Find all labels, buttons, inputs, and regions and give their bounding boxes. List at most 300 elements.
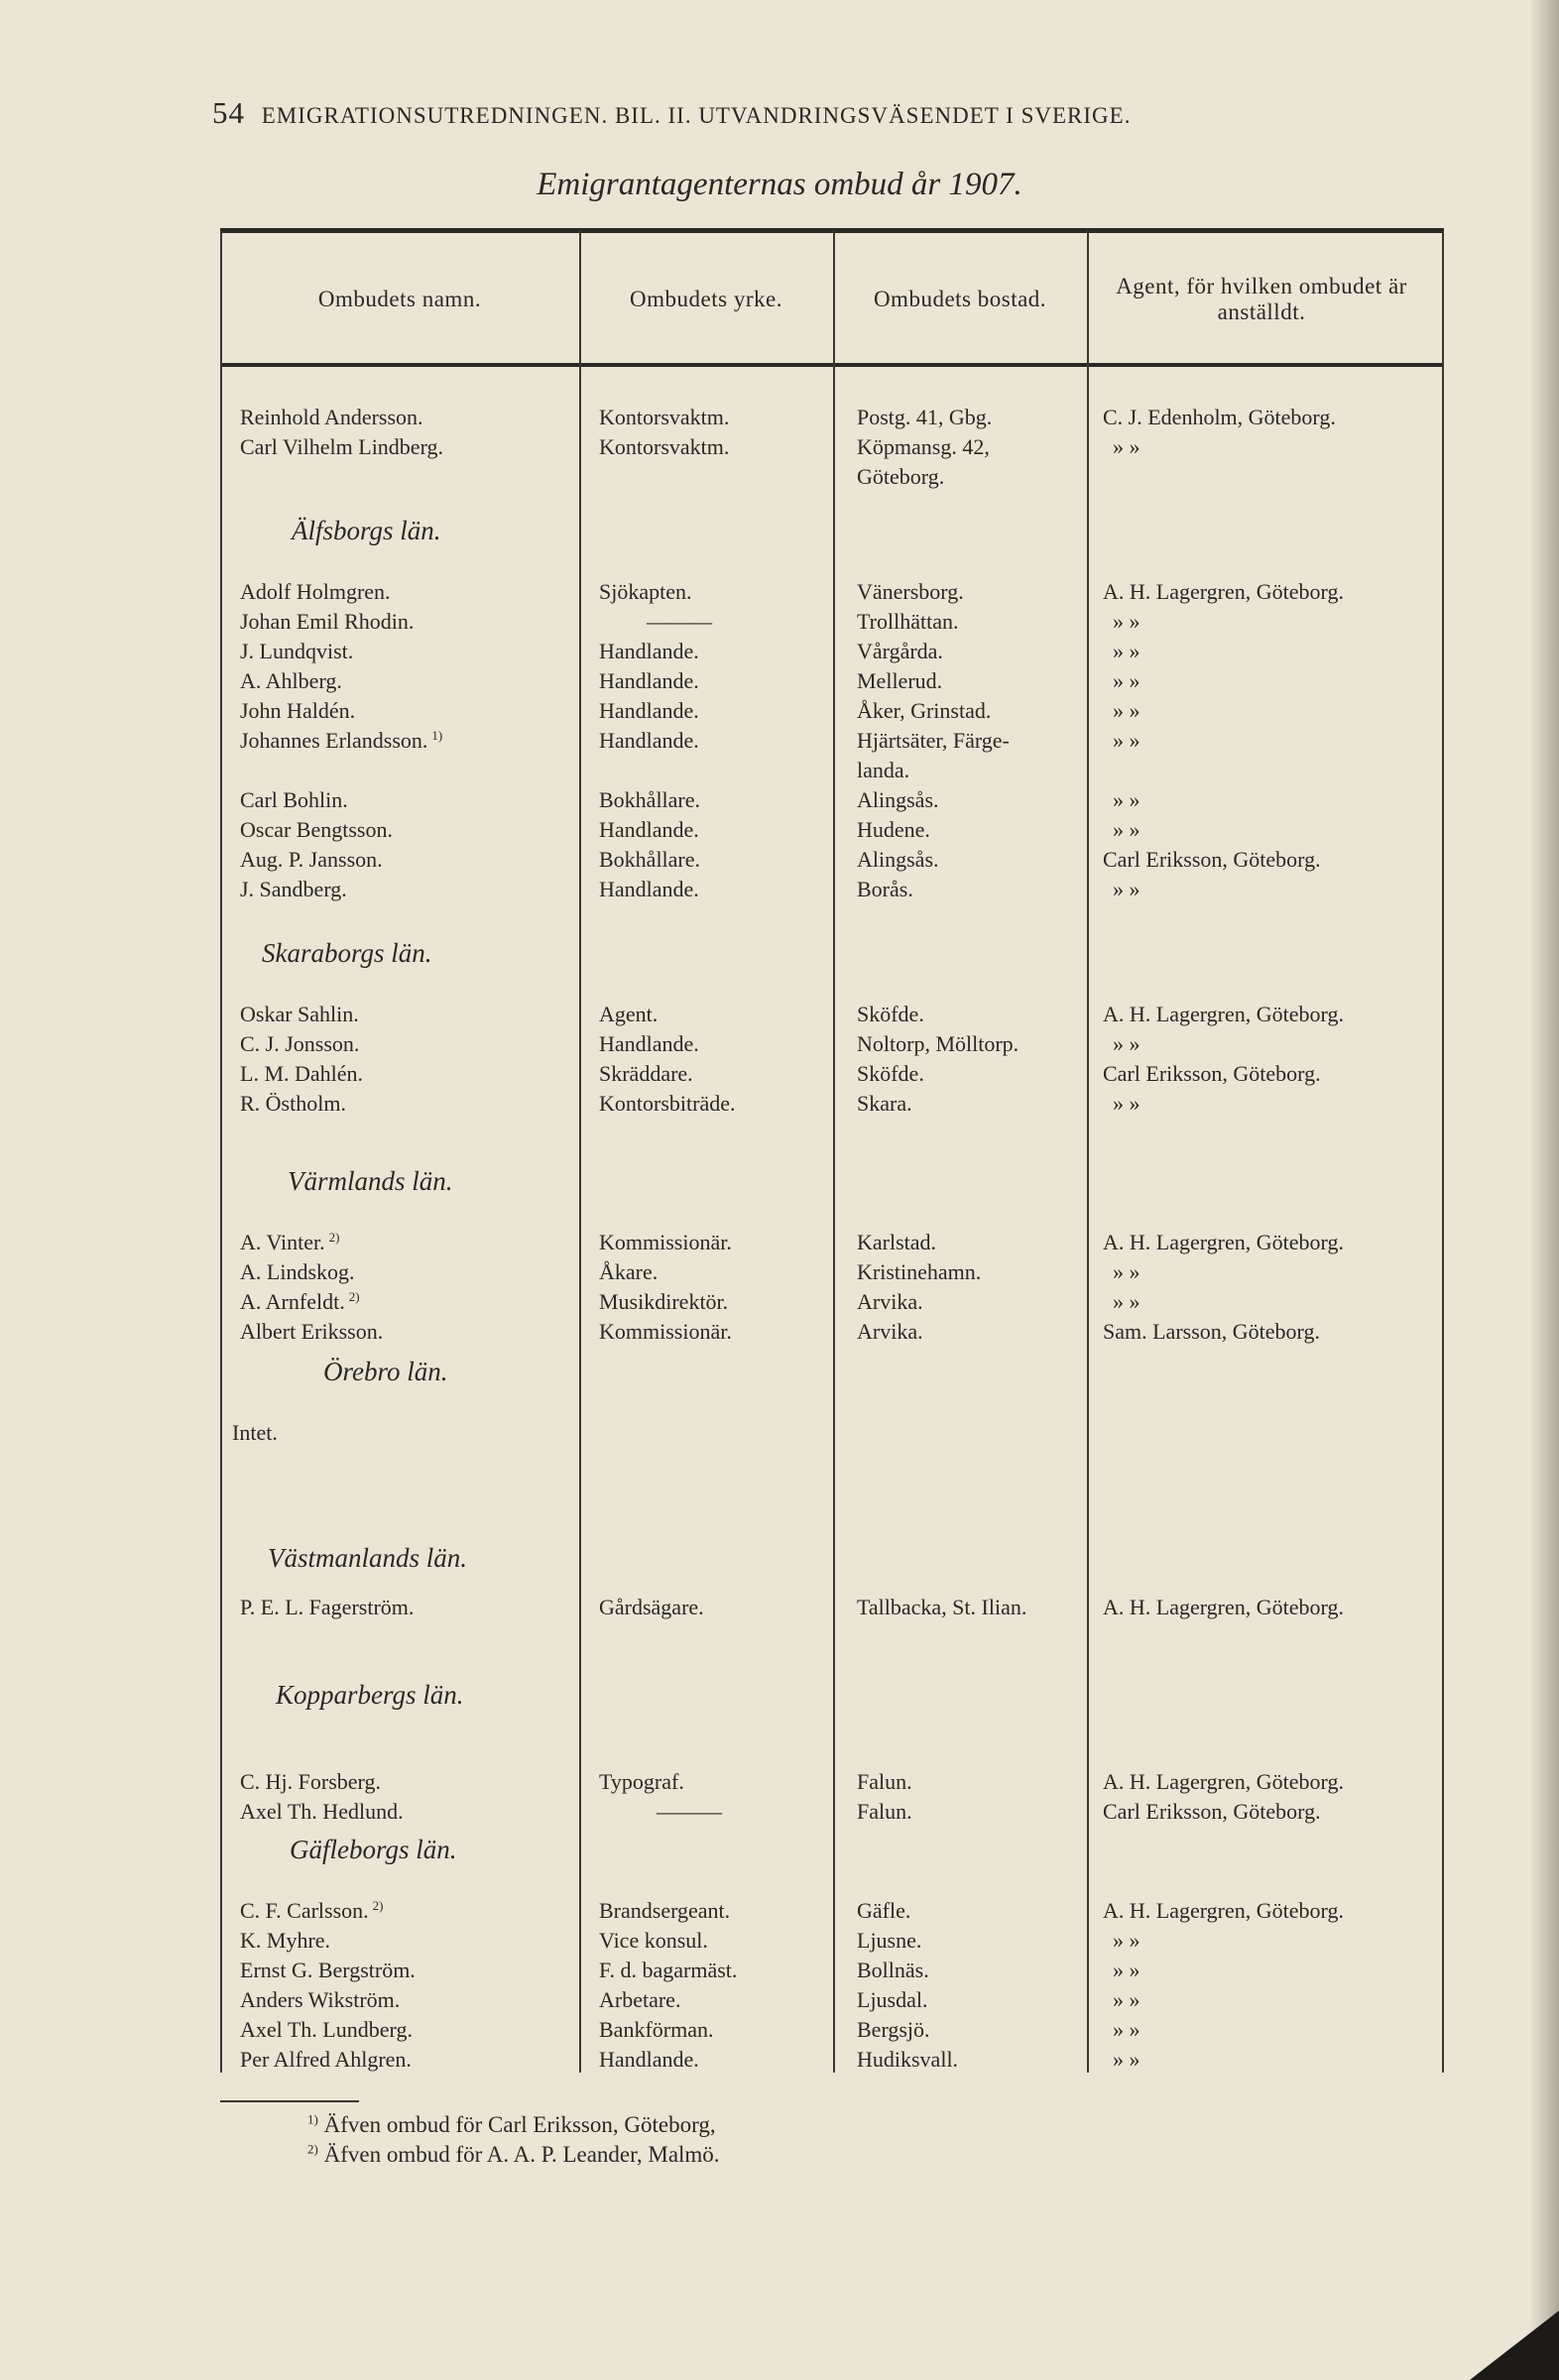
cell-name: [240, 1317, 383, 1347]
cell-agent-text: A. H. Lagergren, Göteborg.: [1103, 1002, 1344, 1026]
cell-name-text: Anders Wikström.: [240, 1987, 401, 2012]
cell-occupation: [599, 2045, 699, 2075]
cell-residence: [857, 1317, 923, 1347]
cell-occupation-text: Sjökapten.: [599, 579, 692, 604]
cell-agent: [1113, 815, 1410, 845]
cell-agent-text: Carl Eriksson, Göteborg.: [1103, 1061, 1321, 1086]
section-heading: Kopparbergs län.: [276, 1680, 464, 1710]
cell-name: [240, 403, 423, 432]
table-row: [220, 1059, 1444, 1089]
cell-residence-text: Gäfle.: [857, 1898, 911, 1923]
cell-residence: [857, 875, 913, 904]
cell-occupation: [599, 1089, 735, 1119]
cell-name: [240, 666, 342, 696]
table-row: [220, 845, 1444, 875]
cell-agent: [1113, 607, 1410, 637]
table-row: [220, 637, 1444, 666]
table-row: [220, 1956, 1444, 1985]
footnote-ref: 1): [431, 727, 443, 743]
table-row: [220, 1418, 1444, 1448]
cell-residence: [857, 1228, 936, 1257]
cell-occupation-text: Bankförman.: [599, 2017, 714, 2042]
cell-residence-text: Bergsjö.: [857, 2017, 930, 2042]
cell-residence: [857, 815, 930, 845]
table-row: [220, 403, 1444, 432]
cell-occupation: [599, 1985, 680, 2015]
cell-agent-text: » »: [1113, 1091, 1140, 1116]
footnote-ref: 2): [372, 1897, 384, 1913]
cell-name-text: Intet.: [232, 1420, 278, 1445]
cell-residence-text: Hjärtsäter, Färge-: [857, 728, 1010, 753]
footnote-ref: 2): [348, 1288, 360, 1304]
cell-residence: [857, 577, 964, 607]
cell-name: [240, 1059, 363, 1089]
table-row: [220, 1896, 1444, 1926]
table-row: [220, 2045, 1444, 2075]
cell-agent: [1103, 1896, 1344, 1926]
cell-residence: [857, 1985, 928, 2015]
running-head: [212, 95, 1442, 131]
cell-occupation: [599, 815, 699, 845]
cell-name-text: C. Hj. Forsberg.: [240, 1769, 381, 1794]
cell-occupation-text: Handlande.: [599, 639, 699, 663]
cell-name-text: Oscar Bengtsson.: [240, 817, 393, 842]
cell-name: [240, 1767, 381, 1797]
cell-occupation-text: ———: [657, 1799, 722, 1824]
cell-occupation: [599, 1029, 699, 1059]
cell-occupation-text: Skräddare.: [599, 1061, 693, 1086]
cell-agent: [1113, 1956, 1410, 1985]
cell-residence: [857, 1059, 924, 1089]
footnote-text: Äfven ombud för A. A. P. Leander, Malmö.: [323, 2142, 720, 2167]
cell-residence: [857, 462, 944, 492]
cell-residence-text: Sköfde.: [857, 1061, 924, 1086]
page-title: Emigrantagenternas ombud år 1907.: [537, 167, 1022, 202]
cell-name-text: Johan Emil Rhodin.: [240, 609, 415, 634]
table-row: [220, 1089, 1444, 1119]
table-row: [220, 1257, 1444, 1287]
cell-occupation: [599, 1257, 658, 1287]
cell-residence: [857, 1797, 912, 1827]
cell-residence: [857, 756, 909, 785]
footnote-mark: 1): [307, 2111, 318, 2127]
cell-occupation: [599, 696, 699, 726]
footnote-text: Äfven ombud för Carl Eriksson, Göteborg,: [323, 2112, 716, 2137]
cell-occupation: [599, 1317, 732, 1347]
cell-occupation: [599, 1956, 737, 1985]
cell-residence: [857, 696, 991, 726]
footnote-mark: 2): [307, 2141, 318, 2157]
cell-agent-text: » »: [1113, 1289, 1140, 1314]
cell-residence: [857, 1956, 929, 1985]
footnote: [307, 2142, 720, 2168]
cell-residence-text: Tallbacka, St. Ilian.: [857, 1595, 1027, 1619]
cell-agent: [1103, 577, 1344, 607]
cell-occupation-text: Brandsergeant.: [599, 1898, 731, 1923]
cell-occupation: [599, 432, 729, 462]
table-header-rule: [220, 363, 1444, 367]
table-row: [220, 1767, 1444, 1797]
cell-name: [240, 577, 391, 607]
cell-residence: [857, 2045, 958, 2075]
cell-occupation: [599, 577, 692, 607]
section-heading: Västmanlands län.: [268, 1543, 468, 1573]
cell-agent: [1113, 666, 1410, 696]
cell-residence: [857, 1926, 921, 1956]
cell-name-text: R. Östholm.: [240, 1091, 346, 1116]
cell-residence: [857, 1257, 981, 1287]
cell-occupation-text: Arbetare.: [599, 1987, 681, 2012]
cell-agent-text: » »: [1113, 1958, 1140, 1982]
cell-name-text: Carl Bohlin.: [240, 787, 348, 812]
cell-occupation-text: Musikdirektör.: [599, 1289, 729, 1314]
table-row: [220, 1000, 1444, 1029]
cell-residence-text: Bollnäs.: [857, 1958, 929, 1982]
agents-table: [220, 228, 1444, 2073]
cell-name: [240, 1593, 414, 1622]
header-residence: Ombudets bostad.: [873, 286, 1047, 311]
table-row: [220, 1797, 1444, 1827]
cell-agent-text: A. H. Lagergren, Göteborg.: [1103, 1898, 1344, 1923]
cell-residence-text: Postg. 41, Gbg.: [857, 405, 993, 429]
cell-occupation: [599, 1059, 693, 1089]
cell-name: [240, 1257, 355, 1287]
cell-name: [240, 1000, 359, 1029]
cell-agent: [1113, 1257, 1410, 1287]
cell-name-text: A. Arnfeldt.: [240, 1289, 345, 1314]
cell-name-text: Axel Th. Lundberg.: [240, 2017, 413, 2042]
cell-name-text: Johannes Erlandsson.: [240, 728, 428, 753]
cell-residence: [857, 1896, 910, 1926]
table-row: [220, 1287, 1444, 1317]
cell-residence-text: Arvika.: [857, 1289, 923, 1314]
cell-name: [240, 1029, 359, 1059]
cell-name-text: Adolf Holmgren.: [240, 579, 391, 604]
cell-agent-text: » »: [1113, 2047, 1140, 2072]
cell-agent: [1113, 1985, 1410, 2015]
cell-agent-text: » »: [1113, 1259, 1140, 1284]
cell-agent: [1113, 2015, 1410, 2045]
cell-occupation-text: Kontorsvaktm.: [599, 405, 730, 429]
footnote-rule: [220, 2100, 359, 2102]
page-edge-shadow: [1529, 0, 1559, 2380]
cell-occupation: [599, 637, 699, 666]
cell-occupation-text: Agent.: [599, 1002, 659, 1026]
cell-name: [240, 432, 443, 462]
cell-agent: [1113, 726, 1410, 756]
footnote-ref: 2): [328, 1229, 340, 1245]
cell-residence: [857, 637, 943, 666]
page-number: 54: [212, 95, 245, 130]
table-row: [220, 1317, 1444, 1347]
cell-residence: [857, 2015, 930, 2045]
cell-occupation-text: Kontorsbiträde.: [599, 1091, 736, 1116]
cell-agent-text: C. J. Edenholm, Göteborg.: [1103, 405, 1336, 429]
cell-residence-text: Köpmansg. 42,: [857, 434, 990, 459]
section-heading: Skaraborgs län.: [262, 938, 432, 968]
cell-residence-text: Ljusne.: [857, 1928, 922, 1953]
cell-residence: [857, 1287, 923, 1317]
cell-name: [240, 637, 353, 666]
table-row: [220, 2015, 1444, 2045]
cell-residence: [857, 785, 939, 815]
cell-residence: [857, 726, 1010, 756]
cell-name: [232, 1418, 278, 1448]
cell-residence: [857, 1029, 1019, 1059]
cell-name-text: Ernst G. Bergström.: [240, 1958, 416, 1982]
cell-occupation-text: Handlande.: [599, 728, 699, 753]
page-corner-shadow: [1470, 2311, 1559, 2380]
cell-agent-text: » »: [1113, 668, 1140, 693]
cell-residence: [857, 845, 939, 875]
section-heading: Älfsborgs län.: [292, 516, 441, 545]
cell-residence-text: Sköfde.: [857, 1002, 924, 1026]
cell-occupation: [599, 845, 700, 875]
cell-occupation-text: Åkare.: [599, 1259, 659, 1284]
cell-residence-text: Mellerud.: [857, 668, 943, 693]
cell-agent: [1113, 875, 1410, 904]
cell-occupation-text: ———: [647, 609, 712, 634]
cell-occupation: [599, 1287, 728, 1317]
cell-residence-text: Vårgårda.: [857, 639, 943, 663]
cell-agent: [1113, 1287, 1410, 1317]
table-row: [220, 1926, 1444, 1956]
cell-agent-text: Carl Eriksson, Göteborg.: [1103, 847, 1321, 872]
cell-name-text: John Haldén.: [240, 698, 356, 723]
cell-occupation-text: Handlande.: [599, 698, 699, 723]
table-row: [220, 432, 1444, 462]
table-row: [220, 785, 1444, 815]
cell-occupation-text: Kontorsvaktm.: [599, 434, 730, 459]
table-row: [220, 1029, 1444, 1059]
cell-residence: [857, 1767, 912, 1797]
cell-agent-text: » »: [1113, 434, 1140, 459]
cell-occupation: [599, 1593, 704, 1622]
cell-occupation: [599, 726, 699, 756]
table-top-rule: [220, 228, 1444, 233]
cell-agent: [1113, 432, 1410, 462]
cell-occupation-text: Vice konsul.: [599, 1928, 708, 1953]
cell-name-text: Aug. P. Jansson.: [240, 847, 383, 872]
cell-occupation-text: Handlande.: [599, 877, 699, 901]
cell-name-text: P. E. L. Fagerström.: [240, 1595, 415, 1619]
cell-name-text: C. F. Carlsson.: [240, 1898, 369, 1923]
header-name: Ombudets namn.: [317, 286, 482, 311]
cell-name: [240, 1926, 330, 1956]
cell-name: [240, 2045, 412, 2075]
table-row: [220, 696, 1444, 726]
cell-occupation: [657, 1797, 722, 1827]
header-agent: Agent, för hvilken ombudet är anställdt.: [1116, 273, 1407, 324]
cell-residence-text: Trollhättan.: [857, 609, 959, 634]
cell-name: [240, 785, 348, 815]
cell-agent-text: A. H. Lagergren, Göteborg.: [1103, 1595, 1344, 1619]
cell-agent-text: » »: [1113, 817, 1140, 842]
section-heading: Gäfleborgs län.: [290, 1835, 457, 1864]
section-heading: Örebro län.: [323, 1357, 448, 1386]
cell-occupation-text: Kommissionär.: [599, 1319, 732, 1344]
cell-occupation: [647, 607, 712, 637]
cell-agent-text: A. H. Lagergren, Göteborg.: [1103, 579, 1344, 604]
cell-name-text: J. Sandberg.: [240, 877, 347, 901]
cell-name: [240, 696, 355, 726]
cell-agent: [1103, 1059, 1321, 1089]
cell-agent-text: » »: [1113, 787, 1140, 812]
table-row: [220, 462, 1444, 492]
cell-name: [240, 1797, 404, 1827]
table-row: [220, 726, 1444, 756]
cell-agent: [1103, 1767, 1344, 1797]
cell-name: [240, 607, 414, 637]
cell-name: [240, 1985, 400, 2015]
cell-occupation-text: Typograf.: [599, 1769, 684, 1794]
cell-residence: [857, 1089, 912, 1119]
cell-name: [240, 1228, 340, 1257]
cell-occupation: [599, 1228, 732, 1257]
cell-agent: [1103, 1000, 1344, 1029]
cell-agent-text: » »: [1113, 1987, 1140, 2012]
cell-agent: [1113, 1926, 1410, 1956]
cell-agent-text: » »: [1113, 609, 1140, 634]
cell-agent: [1103, 1317, 1320, 1347]
header-occupation: Ombudets yrke.: [630, 286, 782, 311]
cell-agent-text: Sam. Larsson, Göteborg.: [1103, 1319, 1320, 1344]
cell-name-text: Oskar Sahlin.: [240, 1002, 359, 1026]
cell-residence-text: Hudiksvall.: [857, 2047, 959, 2072]
cell-residence-text: Hudene.: [857, 817, 930, 842]
cell-agent: [1113, 2045, 1410, 2075]
cell-name-text: A. Ahlberg.: [240, 668, 342, 693]
cell-occupation-text: Handlande.: [599, 668, 699, 693]
cell-agent: [1113, 696, 1410, 726]
cell-agent: [1103, 1797, 1321, 1827]
cell-agent: [1103, 1593, 1344, 1622]
cell-name: [240, 726, 442, 756]
section-heading: Värmlands län.: [288, 1166, 453, 1196]
cell-occupation-text: Gårdsägare.: [599, 1595, 704, 1619]
cell-residence-text: Falun.: [857, 1769, 912, 1794]
cell-residence-text: Arvika.: [857, 1319, 923, 1344]
cell-occupation: [599, 1000, 658, 1029]
cell-residence-text: Falun.: [857, 1799, 912, 1824]
cell-residence-text: Alingsås.: [857, 787, 939, 812]
cell-name-text: A. Vinter.: [240, 1230, 325, 1254]
cell-occupation: [599, 2015, 713, 2045]
cell-name-text: J. Lundqvist.: [240, 639, 354, 663]
cell-agent-text: A. H. Lagergren, Göteborg.: [1103, 1230, 1344, 1254]
table-row: [220, 1228, 1444, 1257]
cell-occupation-text: Handlande.: [599, 817, 699, 842]
cell-residence-text: Kristinehamn.: [857, 1259, 982, 1284]
cell-agent-text: » »: [1113, 877, 1140, 901]
cell-occupation-text: Bokhållare.: [599, 787, 701, 812]
cell-occupation: [599, 1896, 730, 1926]
table-row: [220, 875, 1444, 904]
cell-name-text: Per Alfred Ahlgren.: [240, 2047, 412, 2072]
cell-name: [240, 1896, 384, 1926]
cell-agent: [1113, 1089, 1410, 1119]
cell-residence-text: Noltorp, Mölltorp.: [857, 1031, 1019, 1056]
cell-agent: [1113, 1029, 1410, 1059]
cell-residence: [857, 432, 990, 462]
cell-occupation: [599, 666, 699, 696]
footnote: [307, 2112, 716, 2138]
cell-residence-text: Vänersborg.: [857, 579, 964, 604]
cell-residence-text: landa.: [857, 758, 910, 782]
cell-agent: [1113, 637, 1410, 666]
cell-agent-text: » »: [1113, 1031, 1140, 1056]
cell-agent-text: Carl Eriksson, Göteborg.: [1103, 1799, 1321, 1824]
cell-occupation: [599, 403, 729, 432]
cell-residence-text: Göteborg.: [857, 464, 945, 489]
cell-name: [240, 875, 347, 904]
cell-agent-text: A. H. Lagergren, Göteborg.: [1103, 1769, 1344, 1794]
cell-residence: [857, 1000, 924, 1029]
cell-residence: [857, 666, 942, 696]
cell-name: [240, 1089, 346, 1119]
cell-name-text: A. Lindskog.: [240, 1259, 355, 1284]
cell-agent: [1103, 845, 1321, 875]
cell-occupation-text: Kommissionär.: [599, 1230, 732, 1254]
cell-name: [240, 815, 393, 845]
table-row: [220, 815, 1444, 845]
cell-residence-text: Ljusdal.: [857, 1987, 928, 2012]
cell-agent-text: » »: [1113, 728, 1140, 753]
table-row: [220, 577, 1444, 607]
cell-residence-text: Skara.: [857, 1091, 912, 1116]
table-row: [220, 756, 1444, 785]
cell-name-text: Carl Vilhelm Lindberg.: [240, 434, 444, 459]
cell-agent: [1113, 785, 1410, 815]
cell-name: [240, 1287, 360, 1317]
table-row: [220, 607, 1444, 637]
cell-residence: [857, 1593, 1026, 1622]
cell-residence-text: Alingsås.: [857, 847, 939, 872]
table-row: [220, 666, 1444, 696]
cell-occupation-text: Handlande.: [599, 2047, 699, 2072]
cell-residence: [857, 403, 992, 432]
cell-occupation: [599, 1767, 684, 1797]
cell-name-text: Reinhold Andersson.: [240, 405, 423, 429]
cell-occupation: [599, 1926, 708, 1956]
cell-agent: [1103, 1228, 1344, 1257]
cell-agent-text: » »: [1113, 639, 1140, 663]
cell-name-text: L. M. Dahlén.: [240, 1061, 364, 1086]
cell-name: [240, 1956, 416, 1985]
table-row: [220, 1593, 1444, 1622]
cell-name-text: K. Myhre.: [240, 1928, 331, 1953]
cell-name: [240, 2015, 413, 2045]
cell-occupation: [599, 875, 699, 904]
cell-name-text: Axel Th. Hedlund.: [240, 1799, 404, 1824]
cell-residence-text: Åker, Grinstad.: [857, 698, 992, 723]
cell-name-text: Albert Eriksson.: [240, 1319, 384, 1344]
cell-agent: [1103, 403, 1336, 432]
cell-name: [240, 845, 383, 875]
cell-occupation-text: Bokhållare.: [599, 847, 701, 872]
cell-name-text: C. J. Jonsson.: [240, 1031, 360, 1056]
cell-occupation-text: Handlande.: [599, 1031, 699, 1056]
table-row: [220, 1985, 1444, 2015]
cell-occupation: [599, 785, 700, 815]
running-head-text: EMIGRATIONSUTREDNINGEN. BIL. II. UTVANDRINGSVÄSENDET I SVERIGE.: [261, 103, 1132, 128]
cell-residence-text: Borås.: [857, 877, 913, 901]
cell-residence: [857, 607, 958, 637]
cell-agent-text: » »: [1113, 1928, 1140, 1953]
cell-agent-text: » »: [1113, 698, 1140, 723]
cell-residence-text: Karlstad.: [857, 1230, 937, 1254]
cell-agent-text: » »: [1113, 2017, 1140, 2042]
